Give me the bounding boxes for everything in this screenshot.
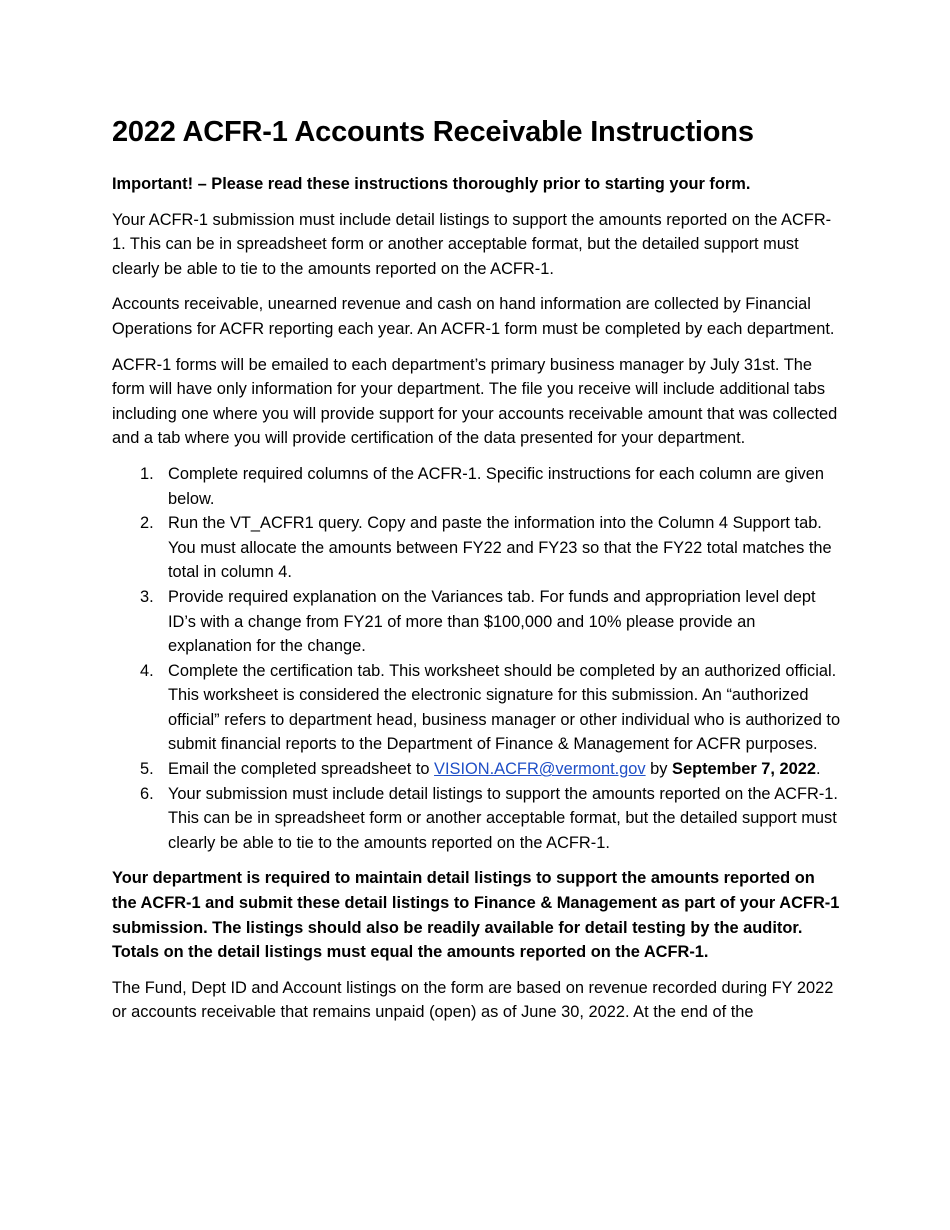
paragraph-forms-emailed: ACFR-1 forms will be emailed to each department’s primary business manager by July 31st. The form will have only information for your department. The file you receive will include additional tabs including one where you will provide support for your accounts receivable amount that was collected and a tab where you will provide certification of the data presented for your department. (112, 355, 838, 448)
step-text: Your submission must include detail listings to support the amounts reported on the ACFR-1. This can be in spreadsheet form or another acceptable format, but the detailed support must clearly be able to tie to the amounts reported on the ACFR-1. (168, 784, 838, 852)
list-item (112, 585, 842, 659)
paragraph-submission: Your ACFR-1 submission must include detail listings to support the amounts reported on the ACFR-1. This can be in spreadsheet form or another acceptable format, but the detailed support must clearly be able to tie to the amounts reported on the ACFR-1. (112, 210, 832, 278)
list-item (112, 462, 842, 511)
deadline-date: September 7, 2022 (672, 760, 816, 779)
step-text-suffix: . (816, 760, 821, 779)
step-number: 1. (140, 464, 154, 483)
document-title: 2022 ACFR-1 Accounts Receivable Instructions (112, 116, 754, 148)
important-notice: Important! – Please read these instructions thoroughly prior to starting your form. (112, 175, 751, 193)
step-number: 2. (140, 514, 154, 533)
step-text: Run the VT_ACFR1 query. Copy and paste the information into the Column 4 Support tab. You must allocate the amounts between FY22 and FY23 so that the FY22 total matches the total in column 4. (168, 514, 832, 582)
list-item (112, 757, 842, 782)
list-item (112, 659, 842, 757)
document-page (112, 112, 842, 1036)
step-number: 3. (140, 587, 154, 606)
step-text-prefix: Email the completed spreadsheet to (168, 760, 435, 779)
paragraph-detail-listings-requirement: Your department is required to maintain detail listings to support the amounts reported on the ACFR-1 and submit these detail listings to Finance & Management as part of your ACFR-1 submission. The listings should also be readily available for detail testing by the auditor. Totals on the detail listings must equal the amounts reported on the ACFR-1. (112, 869, 840, 962)
step-text: Provide required explanation on the Variances tab. For funds and appropriation level dept ID’s with a change from FY21 of more than $100,000 and 10% please provide an explanation for the change. (168, 587, 816, 656)
paragraph-fund-dept-listings: The Fund, Dept ID and Account listings on the form are based on revenue recorded during FY 2022 or accounts receivable that remains unpaid (open) as of June 30, 2022. At the end of the (112, 978, 834, 1022)
email-link[interactable]: VISION.ACFR@vermont.gov (434, 760, 646, 779)
step-number: 4. (140, 661, 154, 680)
list-item (112, 511, 842, 585)
step-number: 6. (140, 784, 154, 803)
step-text: Complete the certification tab. This worksheet should be completed by an authorized official. This worksheet is considered the electronic signature for this submission. An “authorized official” refers to department head, business manager or other individual who is authorized to submit financial reports to the Department of Finance & Management for ACFR purposes. (168, 661, 841, 754)
instruction-steps-list (112, 462, 842, 856)
step-number: 5. (140, 760, 154, 779)
paragraph-accounts-receivable: Accounts receivable, unearned revenue and cash on hand information are collected by Financial Operations for ACFR reporting each year. An ACFR-1 form must be completed by each department. (112, 295, 835, 338)
step-text: Complete required columns of the ACFR-1. Specific instructions for each column are given below. (168, 464, 824, 508)
step-text-mid: by (645, 760, 673, 779)
list-item (112, 782, 842, 856)
